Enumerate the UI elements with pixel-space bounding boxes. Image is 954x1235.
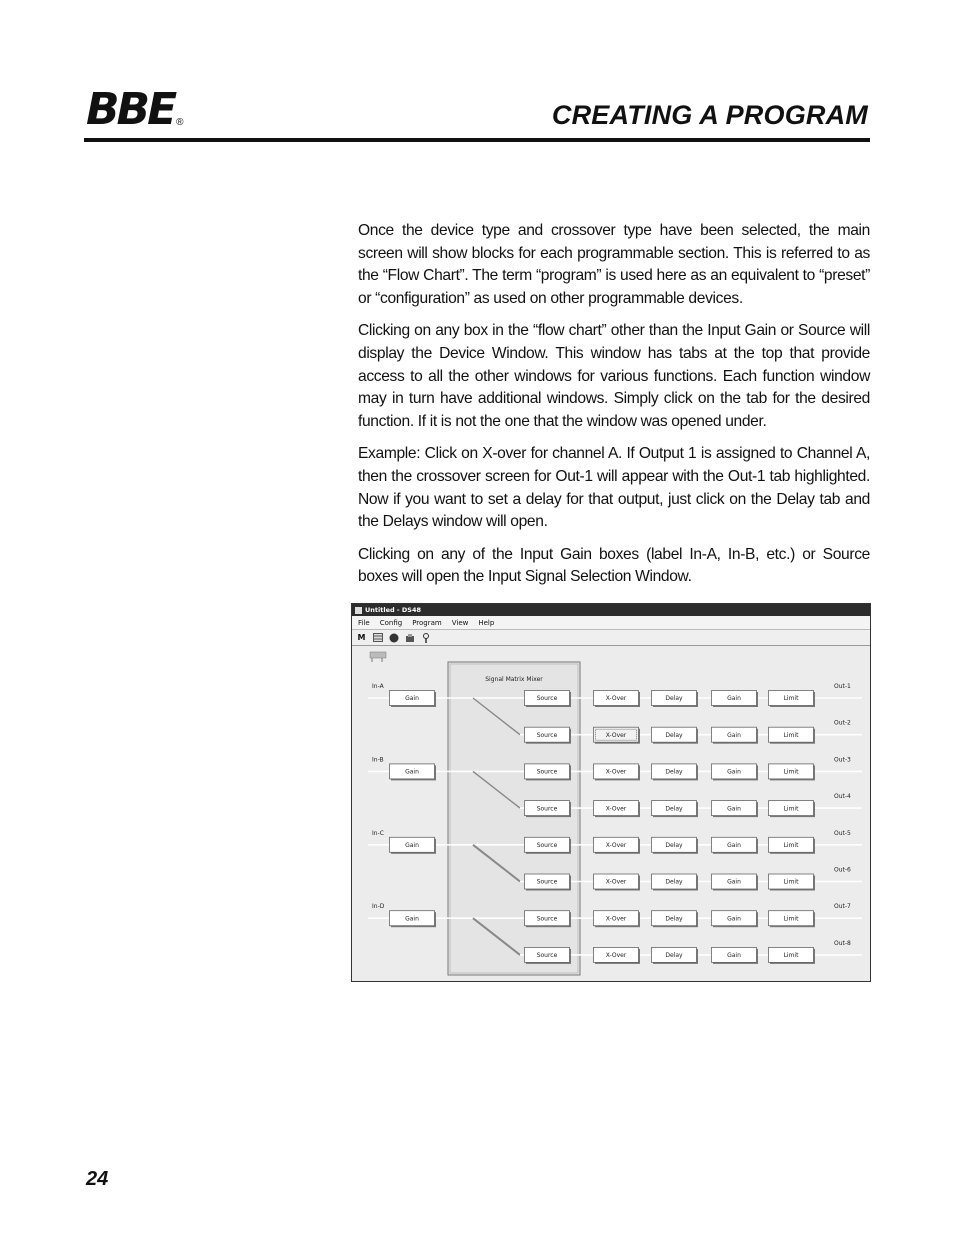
input-label: In-C	[372, 829, 384, 837]
record-icon[interactable]	[388, 632, 399, 643]
delay-box-1-label: Delay	[665, 695, 683, 703]
output-gain-box-8-label: Gain	[727, 952, 741, 960]
input-gain-0-label: Gain	[405, 695, 419, 703]
limit-box-4-label: Limit	[783, 805, 799, 813]
output-gain-box-7-label: Gain	[727, 915, 741, 923]
delay-box-3-label: Delay	[665, 768, 683, 776]
m-button[interactable]: M	[357, 633, 366, 642]
xover-box-6-label: X-Over	[605, 878, 627, 886]
source-box-1-label: Source	[536, 695, 558, 703]
output-label: Out-5	[834, 829, 851, 837]
xover-box-3-label: X-Over	[605, 768, 627, 776]
xover-box-4-label: X-Over	[605, 805, 627, 813]
output-gain-box-1-label: Gain	[727, 695, 741, 703]
limit-box-1-label: Limit	[783, 695, 799, 703]
output-gain-box-3-label: Gain	[727, 768, 741, 776]
key-icon[interactable]	[420, 632, 431, 643]
output-gain-box-6-label: Gain	[727, 878, 741, 886]
header-rule	[84, 138, 870, 142]
limit-box-6-label: Limit	[783, 878, 799, 886]
menu-config[interactable]: Config	[379, 618, 403, 627]
source-box-5-label: Source	[536, 842, 558, 849]
delay-box-2-label: Delay	[665, 731, 683, 739]
matrix-mixer-panel	[448, 662, 580, 975]
device-icon[interactable]	[404, 632, 415, 643]
output-gain-box-5-label: Gain	[727, 842, 741, 849]
input-gain-3-label: Gain	[405, 915, 419, 923]
corner-icon	[370, 652, 386, 658]
xover-box-2-label: X-Over	[605, 731, 627, 739]
xover-box-8-label: X-Over	[605, 952, 627, 960]
source-box-7-label: Source	[536, 915, 558, 923]
logo-text: BBE	[86, 84, 175, 135]
output-gain-box-4-label: Gain	[727, 805, 741, 813]
input-gain-2-label: Gain	[405, 842, 419, 849]
source-box-3-label: Source	[536, 768, 558, 776]
flow-chart-screenshot	[351, 603, 871, 982]
menu-view[interactable]: View	[451, 618, 469, 627]
limit-box-7-label: Limit	[783, 915, 799, 923]
app-icon	[355, 607, 362, 614]
delay-box-6-label: Delay	[665, 878, 683, 886]
body-text	[358, 220, 870, 599]
input-gain-1-label: Gain	[405, 768, 419, 776]
source-box-2-label: Source	[536, 731, 558, 739]
paragraph: Example: Click on X-over for channel A. If Output 1 is assigned to Channel A, then the crossover screen for Out-1 will appear with the Out-1 tab highlighted. Now if you want to set a delay for that output, just click on the Delay tab and the Delays window will open.	[358, 445, 870, 531]
toolbar	[352, 630, 870, 646]
xover-box-5-label: X-Over	[605, 842, 627, 849]
window-title: Untitled - DS48	[365, 606, 421, 614]
menu-file[interactable]: File	[358, 618, 370, 627]
input-label: In-A	[372, 683, 384, 690]
source-box-4-label: Source	[536, 805, 558, 813]
limit-box-5-label: Limit	[783, 842, 799, 849]
output-label: Out-6	[834, 866, 851, 874]
paragraph: Clicking on any box in the “flow chart” other than the Input Gain or Source will display the Device Window. This window has tabs at the top that provide access to all the other windows for various functions. Each function window may in turn have additional windows. Simply click on the tab for the desired function. If it is not the one that the window was opened under.	[358, 322, 870, 430]
output-label: Out-8	[834, 939, 851, 947]
output-label: Out-2	[834, 719, 851, 727]
registered-mark: ®	[176, 117, 184, 128]
delay-box-8-label: Delay	[665, 952, 683, 960]
input-label: In-B	[372, 756, 384, 764]
page-number: 24	[86, 1168, 109, 1190]
paragraph: Clicking on any of the Input Gain boxes (label In-A, In-B, etc.) or Source boxes will open the Input Signal Selection Window.	[358, 545, 870, 586]
grid-icon[interactable]	[372, 632, 383, 643]
output-label: Out-3	[834, 756, 851, 764]
delay-box-4-label: Delay	[665, 805, 683, 813]
limit-box-2-label: Limit	[783, 731, 799, 739]
window-titlebar	[352, 604, 870, 616]
output-gain-box-2-label: Gain	[727, 731, 741, 739]
delay-box-7-label: Delay	[665, 915, 683, 923]
matrix-mixer-label: Signal Matrix Mixer	[485, 676, 543, 683]
menu-help[interactable]: Help	[478, 618, 495, 627]
output-label: Out-1	[834, 683, 851, 690]
limit-box-3-label: Limit	[783, 768, 799, 776]
xover-box-7-label: X-Over	[605, 915, 627, 923]
xover-box-1-label: X-Over	[605, 695, 627, 703]
bbe-logo	[86, 84, 184, 135]
flow-chart	[352, 646, 870, 981]
output-label: Out-4	[834, 793, 851, 801]
delay-box-5-label: Delay	[665, 842, 683, 849]
menu-bar	[352, 616, 870, 630]
page-title: CREATING A PROGRAM	[551, 100, 868, 130]
input-label: In-D	[372, 903, 385, 911]
output-label: Out-7	[834, 903, 851, 911]
limit-box-8-label: Limit	[783, 952, 799, 960]
paragraph: Once the device type and crossover type have been selected, the main screen will show blocks for each programmable section. This is referred to as the “Flow Chart”. The term “program” is used here as an equivalent to “preset” or “configuration” as used on other programmable devices.	[358, 222, 870, 307]
source-box-8-label: Source	[536, 952, 558, 960]
source-box-6-label: Source	[536, 878, 558, 886]
menu-program[interactable]: Program	[412, 618, 442, 627]
